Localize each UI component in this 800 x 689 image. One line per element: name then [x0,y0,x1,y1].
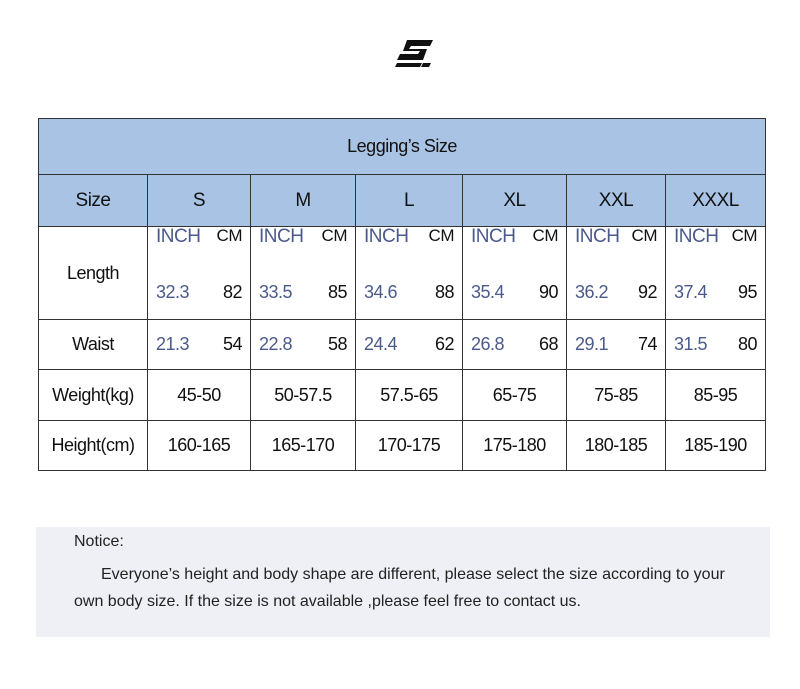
size-header-xl: XL [463,175,567,227]
length-cell-m [251,227,356,320]
weight-value-xxl: 75-85 [567,370,666,421]
waist-cell-xxxl [666,320,766,370]
length-cm-value: 90 [538,281,558,302]
weight-label: Weight(kg) [39,370,148,421]
length-cell-xxl [567,227,666,320]
waist-inch-value: 21.3 [156,334,190,354]
notice-body: Everyone’s height and body shape are different, please select the size according to your own body size. If the size is not available ,please feel free to contact us. [74,566,725,610]
size-chart-table [38,118,766,471]
height-value-xxxl: 185-190 [666,421,766,471]
waist-cm-value: 74 [637,334,657,354]
waist-cell-s [148,320,251,370]
unit-cm-label: CM [731,225,758,245]
waist-inch-value: 22.8 [259,334,293,354]
unit-cm-label: CM [532,225,558,245]
waist-cm-value: 54 [222,334,242,354]
unit-inch-label: INCH [364,225,409,247]
table-title: Legging’s Size [39,119,766,175]
waist-label: Waist [39,320,148,370]
waist-cell-xl [463,320,567,370]
length-inch-value: 33.5 [259,281,293,302]
length-label: Length [39,227,148,320]
unit-inch-label: INCH [156,225,201,247]
waist-inch-value: 29.1 [575,334,609,354]
waist-inch-value: 31.5 [674,334,708,354]
size-header-xxxl: XXXL [666,175,766,227]
size-header-xxl: XXL [567,175,666,227]
size-header-l: L [356,175,463,227]
weight-value-s: 45-50 [148,370,251,421]
notice-title: Notice: [74,533,124,550]
weight-value-m: 50-57.5 [251,370,356,421]
length-inch-value: 34.6 [364,281,398,302]
waist-cell-xxl [567,320,666,370]
length-row [39,227,766,320]
length-inch-value: 37.4 [674,281,708,302]
length-inch-value: 35.4 [471,281,505,302]
s-logo-icon [393,38,437,70]
weight-value-xl: 65-75 [463,370,567,421]
size-header-row [39,175,766,227]
weight-value-l: 57.5-65 [356,370,463,421]
weight-value-xxxl: 85-95 [666,370,766,421]
size-header-s: S [148,175,251,227]
height-label: Height(cm) [39,421,148,471]
unit-cm-label: CM [216,225,242,245]
unit-cm-label: CM [428,225,454,245]
length-inch-value: 32.3 [156,281,190,302]
length-cm-value: 92 [637,281,657,302]
waist-row [39,320,766,370]
notice-box [36,527,770,637]
unit-cm-label: CM [321,225,347,245]
waist-cm-value: 62 [434,334,454,354]
length-cell-xl [463,227,567,320]
length-cm-value: 88 [434,281,454,302]
length-cell-l [356,227,463,320]
waist-cm-value: 58 [327,334,347,354]
size-header-label: Size [39,175,148,227]
unit-cm-label: CM [631,225,657,245]
length-cm-value: 82 [222,281,242,302]
waist-cell-m [251,320,356,370]
unit-inch-label: INCH [259,225,304,247]
height-value-s: 160-165 [148,421,251,471]
height-value-xl: 175-180 [463,421,567,471]
unit-inch-label: INCH [674,225,719,247]
length-cm-value: 95 [738,281,758,302]
waist-cm-value: 68 [538,334,558,354]
length-cm-value: 85 [327,281,347,302]
waist-inch-value: 24.4 [364,334,398,354]
waist-cm-value: 80 [738,334,758,354]
length-cell-s [148,227,251,320]
unit-inch-label: INCH [575,225,620,247]
height-value-l: 170-175 [356,421,463,471]
height-value-m: 165-170 [251,421,356,471]
waist-inch-value: 26.8 [471,334,505,354]
weight-row [39,370,766,421]
height-value-xxl: 180-185 [567,421,666,471]
length-inch-value: 36.2 [575,281,609,302]
unit-inch-label: INCH [471,225,516,247]
length-cell-xxxl [666,227,766,320]
size-header-m: M [251,175,356,227]
height-row [39,421,766,471]
waist-cell-l [356,320,463,370]
